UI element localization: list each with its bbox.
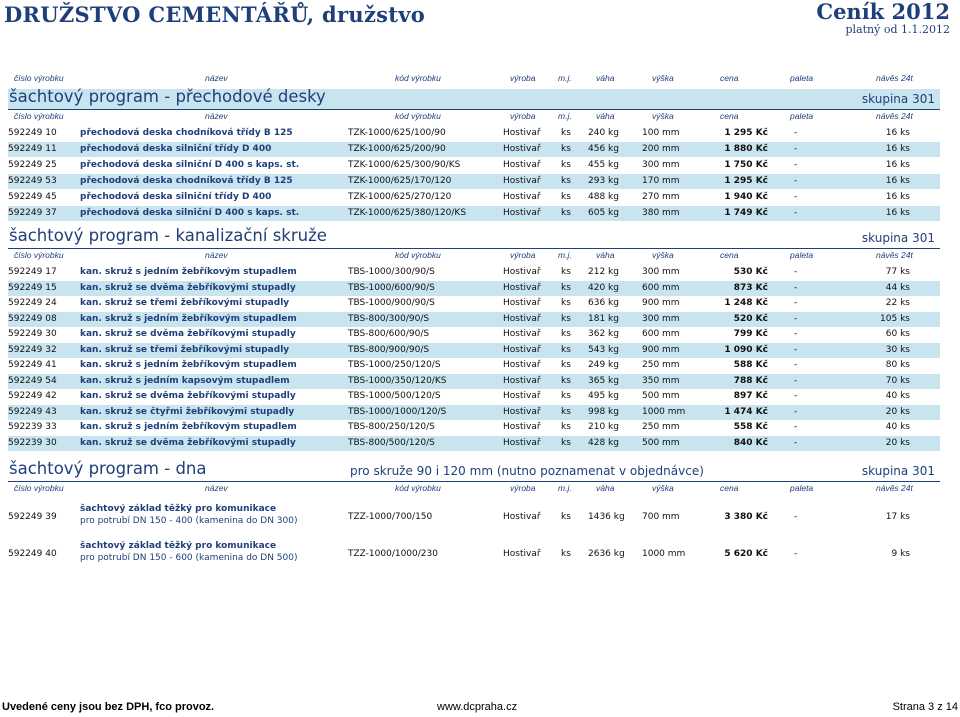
- section-banner-kanalizacni-skruze: [8, 228, 940, 249]
- col-vyska: výška: [652, 483, 674, 493]
- cell-code: 592249 17: [8, 267, 57, 277]
- cell-paleta: -: [794, 298, 798, 308]
- cell-vyroba: Hostivař: [503, 375, 541, 386]
- cell-vyska: 900 mm: [642, 344, 680, 355]
- column-header: [0, 250, 960, 263]
- cell-vyska: 900 mm: [642, 298, 680, 308]
- cell-vyroba: Hostivař: [503, 422, 541, 432]
- cell-naves: 20 ks: [885, 406, 910, 417]
- cell-name: přechodová deska silniční třídy D 400: [80, 144, 272, 154]
- col-vaha: váha: [596, 111, 615, 121]
- cell-vaha: 210 kg: [588, 422, 619, 432]
- cell-vaha: 1436 kg: [588, 512, 625, 522]
- section-banner-dna: [8, 461, 940, 482]
- col-name: název: [205, 111, 228, 121]
- section-group: skupina 301: [861, 231, 935, 245]
- cell-kod: TBS-800/250/120/S: [348, 422, 435, 432]
- section-title: šachtový program - přechodové desky: [9, 87, 326, 106]
- cell-naves: 80 ks: [885, 360, 910, 370]
- col-naves: návěs 24t: [876, 73, 913, 83]
- cell-vyska: 380 mm: [642, 208, 680, 218]
- cell-name: kan. skruž se dvěma žebříkovými stupadly: [80, 391, 296, 401]
- cell-mj: ks: [561, 512, 571, 522]
- cell-vaha: 456 kg: [588, 144, 619, 154]
- cell-naves: 16 ks: [885, 192, 910, 202]
- cell-cena: 1 940 Kč: [724, 192, 768, 202]
- cell-paleta: -: [794, 375, 798, 386]
- cell-vyska: 270 mm: [642, 192, 680, 202]
- cell-vaha: 365 kg: [588, 375, 619, 386]
- cell-naves: 40 ks: [885, 422, 910, 432]
- cell-vyroba: Hostivař: [503, 298, 541, 308]
- col-mj: m.j.: [558, 250, 572, 260]
- table-row: [8, 327, 940, 342]
- cell-paleta: -: [794, 406, 798, 417]
- cell-name: přechodová deska silniční třídy D 400: [80, 192, 272, 202]
- cell-naves: 70 ks: [885, 375, 910, 386]
- cell-kod: TZK-1000/625/270/120: [348, 192, 452, 202]
- cell-mj: ks: [561, 176, 571, 186]
- cell-vyska: 170 mm: [642, 176, 680, 186]
- cell-vaha: 181 kg: [588, 313, 619, 324]
- cell-paleta: -: [794, 267, 798, 277]
- cell-code: 592249 15: [8, 282, 57, 293]
- cell-kod: TZK-1000/625/170/120: [348, 176, 452, 186]
- col-code: číslo výrobku: [14, 250, 64, 260]
- cell-paleta: -: [794, 549, 798, 559]
- column-header-top: [0, 73, 960, 86]
- cell-mj: ks: [561, 267, 571, 277]
- col-cena: cena: [720, 73, 739, 83]
- col-naves: návěs 24t: [876, 111, 913, 121]
- cell-code: 592249 24: [8, 298, 57, 308]
- cell-cena: 1 749 Kč: [724, 208, 768, 218]
- cell-kod: TZZ-1000/700/150: [348, 512, 433, 522]
- cell-vaha: 636 kg: [588, 298, 619, 308]
- cell-mj: ks: [561, 208, 571, 218]
- cell-kod: TBS-1000/900/90/S: [348, 298, 435, 308]
- cell-vaha: 455 kg: [588, 160, 619, 170]
- cell-vyska: 200 mm: [642, 144, 680, 154]
- col-name: název: [205, 73, 228, 83]
- cell-vaha: 998 kg: [588, 406, 619, 417]
- cell-code: 592239 30: [8, 437, 57, 448]
- cell-paleta: -: [794, 329, 798, 339]
- table-row: [8, 420, 940, 435]
- table-row: [8, 358, 940, 373]
- col-vaha: váha: [596, 73, 615, 83]
- cell-code: 592249 45: [8, 192, 57, 202]
- company-name: DRUŽSTVO CEMENTÁŘŮ, družstvo: [4, 2, 426, 27]
- col-vaha: váha: [596, 250, 615, 260]
- cell-naves: 16 ks: [885, 160, 910, 170]
- cell-name: kan. skruž se dvěma žebříkovými stupadly: [80, 437, 296, 448]
- table-row: [8, 174, 940, 189]
- col-naves: návěs 24t: [876, 250, 913, 260]
- cell-vyroba: Hostivař: [503, 313, 541, 324]
- cell-cena: 1 090 Kč: [724, 344, 768, 355]
- col-vyroba: výroba: [510, 73, 536, 83]
- cell-cena: 5 620 Kč: [724, 549, 768, 559]
- cell-vyska: 600 mm: [642, 329, 680, 339]
- cell-vyska: 1000 mm: [642, 549, 686, 559]
- cell-naves: 16 ks: [885, 128, 910, 138]
- cell-paleta: -: [794, 160, 798, 170]
- cell-cena: 897 Kč: [733, 391, 768, 401]
- col-code: číslo výrobku: [14, 483, 64, 493]
- cell-vaha: 428 kg: [588, 437, 619, 448]
- col-mj: m.j.: [558, 483, 572, 493]
- cell-vyska: 300 mm: [642, 160, 680, 170]
- cell-cena: 799 Kč: [733, 329, 768, 339]
- cell-code: 592239 33: [8, 422, 57, 432]
- cell-kod: TBS-1000/250/120/S: [348, 360, 441, 370]
- cell-vyska: 300 mm: [642, 267, 680, 277]
- cell-naves: 30 ks: [885, 344, 910, 355]
- cell-code: 592249 53: [8, 176, 57, 186]
- cell-paleta: -: [794, 282, 798, 293]
- cell-mj: ks: [561, 344, 571, 355]
- cell-vyroba: Hostivař: [503, 192, 541, 202]
- cell-naves: 22 ks: [885, 298, 910, 308]
- cell-vaha: 495 kg: [588, 391, 619, 401]
- table-row: [8, 389, 940, 404]
- col-cena: cena: [720, 483, 739, 493]
- cell-kod: TBS-1000/500/120/S: [348, 391, 441, 401]
- cell-vyroba: Hostivař: [503, 549, 541, 559]
- cell-kod: TZZ-1000/1000/230: [348, 549, 438, 559]
- cell-code: 592249 43: [8, 406, 57, 417]
- cell-paleta: -: [794, 192, 798, 202]
- cell-paleta: -: [794, 344, 798, 355]
- cell-vyska: 100 mm: [642, 128, 680, 138]
- cell-cena: 558 Kč: [733, 422, 768, 432]
- cell-naves: 44 ks: [885, 282, 910, 293]
- cell-vaha: 249 kg: [588, 360, 619, 370]
- cell-naves: 60 ks: [885, 329, 910, 339]
- cell-vaha: 2636 kg: [588, 549, 625, 559]
- table-row: [8, 206, 940, 221]
- cell-mj: ks: [561, 437, 571, 448]
- cell-cena: 788 Kč: [733, 375, 768, 386]
- col-vyska: výška: [652, 73, 674, 83]
- table-row: [8, 142, 940, 157]
- section-banner-prechodove-desky: [8, 89, 940, 110]
- column-header: [0, 483, 960, 496]
- cell-vyroba: Hostivař: [503, 512, 541, 522]
- cell-vyska: 600 mm: [642, 282, 680, 293]
- cell-vyroba: Hostivař: [503, 160, 541, 170]
- pricelist-title: Ceník 2012: [816, 0, 950, 24]
- col-vyska: výška: [652, 111, 674, 121]
- cell-name: šachtový základ těžký pro komunikace: [80, 541, 277, 551]
- table-row: [8, 190, 940, 205]
- cell-vyroba: Hostivař: [503, 344, 541, 355]
- cell-kod: TBS-1000/1000/120/S: [348, 406, 447, 417]
- col-name: název: [205, 483, 228, 493]
- cell-vyroba: Hostivař: [503, 176, 541, 186]
- cell-mj: ks: [561, 192, 571, 202]
- cell-code: 592249 30: [8, 329, 57, 339]
- cell-paleta: -: [794, 360, 798, 370]
- cell-vyroba: Hostivař: [503, 282, 541, 293]
- cell-name: kan. skruž s jedním žebříkovým stupadlem: [80, 313, 297, 324]
- cell-naves: 17 ks: [885, 512, 910, 522]
- cell-vyroba: Hostivař: [503, 391, 541, 401]
- cell-kod: TZK-1000/625/380/120/KS: [348, 208, 467, 218]
- cell-vaha: 543 kg: [588, 344, 619, 355]
- col-vyska: výška: [652, 250, 674, 260]
- cell-paleta: -: [794, 437, 798, 448]
- cell-code: 592249 42: [8, 391, 57, 401]
- cell-vyska: 700 mm: [642, 512, 680, 522]
- cell-name: kan. skruž se čtyřmi žebříkovými stupadly: [80, 406, 295, 417]
- cell-vaha: 293 kg: [588, 176, 619, 186]
- section-note: pro skruže 90 i 120 mm (nutno poznamenat v objednávce): [350, 464, 704, 478]
- cell-name: kan. skruž s jedním kapsovým stupadlem: [80, 375, 290, 386]
- cell-kod: TBS-1000/350/120/KS: [348, 375, 447, 386]
- cell-naves: 9 ks: [891, 549, 910, 559]
- cell-vaha: 240 kg: [588, 128, 619, 138]
- cell-name: kan. skruž se dvěma žebříkovými stupadly: [80, 329, 296, 339]
- cell-cena: 520 Kč: [733, 313, 768, 324]
- cell-mj: ks: [561, 549, 571, 559]
- col-name: název: [205, 250, 228, 260]
- section-title: šachtový program - dna: [9, 459, 207, 478]
- col-mj: m.j.: [558, 73, 572, 83]
- cell-code: 592249 25: [8, 160, 57, 170]
- cell-cena: 873 Kč: [733, 282, 768, 293]
- cell-code: 592249 11: [8, 144, 57, 154]
- cell-naves: 20 ks: [885, 437, 910, 448]
- col-paleta: paleta: [790, 483, 814, 493]
- col-code: číslo výrobku: [14, 73, 64, 83]
- cell-vyska: 1000 mm: [642, 406, 686, 417]
- cell-paleta: -: [794, 391, 798, 401]
- footer-web-link[interactable]: www.dcpraha.cz: [437, 701, 518, 713]
- cell-vyroba: Hostivař: [503, 437, 541, 448]
- cell-cena: 1 248 Kč: [724, 298, 768, 308]
- cell-vaha: 605 kg: [588, 208, 619, 218]
- cell-naves: 16 ks: [885, 208, 910, 218]
- cell-mj: ks: [561, 422, 571, 432]
- cell-paleta: -: [794, 422, 798, 432]
- cell-naves: 105 ks: [880, 313, 910, 324]
- col-vyroba: výroba: [510, 483, 536, 493]
- cell-naves: 77 ks: [885, 267, 910, 277]
- table-row: [8, 436, 940, 451]
- cell-cena: 1 750 Kč: [724, 160, 768, 170]
- section-group: skupina 301: [861, 92, 935, 106]
- cell-code: 592249 32: [8, 344, 57, 355]
- cell-name: přechodová deska chodníková třídy B 125: [80, 128, 293, 138]
- cell-paleta: -: [794, 208, 798, 218]
- cell-vyska: 300 mm: [642, 313, 680, 324]
- table-row: [8, 539, 940, 569]
- cell-kod: TBS-800/500/120/S: [348, 437, 435, 448]
- cell-vyroba: Hostivař: [503, 360, 541, 370]
- col-paleta: paleta: [790, 111, 814, 121]
- cell-cena: 840 Kč: [733, 437, 768, 448]
- table-row: [8, 296, 940, 311]
- col-cena: cena: [720, 111, 739, 121]
- cell-naves: 16 ks: [885, 144, 910, 154]
- cell-cena: 530 Kč: [733, 267, 768, 277]
- col-paleta: paleta: [790, 250, 814, 260]
- cell-kod: TBS-1000/600/90/S: [348, 282, 435, 293]
- cell-vaha: 362 kg: [588, 329, 619, 339]
- cell-name: šachtový základ těžký pro komunikace: [80, 504, 277, 514]
- cell-vyska: 500 mm: [642, 437, 680, 448]
- cell-vyroba: Hostivař: [503, 267, 541, 277]
- col-paleta: paleta: [790, 73, 814, 83]
- cell-kod: TZK-1000/625/100/90: [348, 128, 446, 138]
- cell-name: kan. skruž s jedním žebříkovým stupadlem: [80, 360, 297, 370]
- cell-mj: ks: [561, 360, 571, 370]
- cell-mj: ks: [561, 391, 571, 401]
- cell-code: 592249 41: [8, 360, 57, 370]
- cell-name: přechodová deska chodníková třídy B 125: [80, 176, 293, 186]
- cell-code: 592249 40: [8, 549, 57, 559]
- table-row: [8, 343, 940, 358]
- column-header: [0, 111, 960, 124]
- cell-mj: ks: [561, 144, 571, 154]
- cell-vaha: 420 kg: [588, 282, 619, 293]
- cell-naves: 16 ks: [885, 176, 910, 186]
- cell-mj: ks: [561, 406, 571, 417]
- cell-kod: TBS-800/900/90/S: [348, 344, 430, 355]
- table-row: [8, 281, 940, 296]
- table-row: [8, 502, 940, 532]
- col-naves: návěs 24t: [876, 483, 913, 493]
- cell-cena: 588 Kč: [733, 360, 768, 370]
- cell-mj: ks: [561, 128, 571, 138]
- cell-kod: TBS-800/300/90/S: [348, 313, 430, 324]
- col-cena: cena: [720, 250, 739, 260]
- table-row: [8, 158, 940, 173]
- col-vyroba: výroba: [510, 250, 536, 260]
- cell-cena: 1 295 Kč: [724, 128, 768, 138]
- cell-name: kan. skruž se dvěma žebříkovými stupadly: [80, 282, 296, 293]
- cell-name: kan. skruž s jedním žebříkovým stupadlem: [80, 267, 297, 277]
- cell-name: kan. skruž se třemi žebříkovými stupadly: [80, 298, 290, 308]
- col-mj: m.j.: [558, 111, 572, 121]
- cell-naves: 40 ks: [885, 391, 910, 401]
- cell-vyska: 350 mm: [642, 375, 680, 386]
- cell-name: kan. skruž s jedním žebříkovým stupadlem: [80, 422, 297, 432]
- cell-vyroba: Hostivař: [503, 406, 541, 417]
- cell-vyroba: Hostivař: [503, 144, 541, 154]
- cell-mj: ks: [561, 298, 571, 308]
- cell-cena: 1 880 Kč: [724, 144, 768, 154]
- cell-kod: TZK-1000/625/300/90/KS: [348, 160, 461, 170]
- cell-paleta: -: [794, 512, 798, 522]
- cell-paleta: -: [794, 128, 798, 138]
- cell-name-detail: pro potrubí DN 150 - 400 (kamenina do DN 300): [80, 516, 298, 526]
- col-vaha: váha: [596, 483, 615, 493]
- cell-code: 592249 39: [8, 512, 57, 522]
- col-kod: kód výrobku: [395, 73, 441, 83]
- cell-vyroba: Hostivař: [503, 329, 541, 339]
- cell-vaha: 212 kg: [588, 267, 619, 277]
- cell-cena: 3 380 Kč: [724, 512, 768, 522]
- cell-cena: 1 295 Kč: [724, 176, 768, 186]
- cell-name: kan. skruž se třemi žebříkovými stupadly: [80, 344, 290, 355]
- table-row: [8, 265, 940, 280]
- cell-paleta: -: [794, 313, 798, 324]
- cell-name-detail: pro potrubí DN 150 - 600 (kamenina do DN 500): [80, 553, 298, 563]
- col-kod: kód výrobku: [395, 483, 441, 493]
- cell-code: 592249 37: [8, 208, 57, 218]
- cell-vyska: 500 mm: [642, 391, 680, 401]
- cell-code: 592249 10: [8, 128, 57, 138]
- cell-kod: TZK-1000/625/200/90: [348, 144, 446, 154]
- cell-vaha: 488 kg: [588, 192, 619, 202]
- cell-vyroba: Hostivař: [503, 208, 541, 218]
- col-kod: kód výrobku: [395, 111, 441, 121]
- pricelist-valid-date: platný od 1.1.2012: [845, 23, 950, 36]
- cell-mj: ks: [561, 375, 571, 386]
- footer-note: Uvedené ceny jsou bez DPH, fco provoz.: [2, 701, 215, 713]
- cell-mj: ks: [561, 329, 571, 339]
- table-row: [8, 126, 940, 141]
- cell-kod: TBS-1000/300/90/S: [348, 267, 435, 277]
- cell-paleta: -: [794, 176, 798, 186]
- col-kod: kód výrobku: [395, 250, 441, 260]
- section-title: šachtový program - kanalizační skruže: [9, 226, 327, 245]
- col-code: číslo výrobku: [14, 111, 64, 121]
- cell-mj: ks: [561, 282, 571, 293]
- cell-vyroba: Hostivař: [503, 128, 541, 138]
- cell-code: 592249 54: [8, 375, 57, 386]
- cell-mj: ks: [561, 160, 571, 170]
- table-row: [8, 374, 940, 389]
- cell-code: 592249 08: [8, 313, 57, 324]
- footer-page-number: Strana 3 z 14: [892, 701, 958, 713]
- cell-cena: 1 474 Kč: [724, 406, 768, 417]
- cell-vyska: 250 mm: [642, 360, 680, 370]
- col-vyroba: výroba: [510, 111, 536, 121]
- table-row: [8, 312, 940, 327]
- section-group: skupina 301: [861, 464, 935, 478]
- cell-paleta: -: [794, 144, 798, 154]
- cell-mj: ks: [561, 313, 571, 324]
- cell-kod: TBS-800/600/90/S: [348, 329, 430, 339]
- table-row: [8, 405, 940, 420]
- cell-name: přechodová deska silniční D 400 s kaps. st.: [80, 160, 300, 170]
- cell-vyska: 250 mm: [642, 422, 680, 432]
- cell-name: přechodová deska silniční D 400 s kaps. st.: [80, 208, 300, 218]
